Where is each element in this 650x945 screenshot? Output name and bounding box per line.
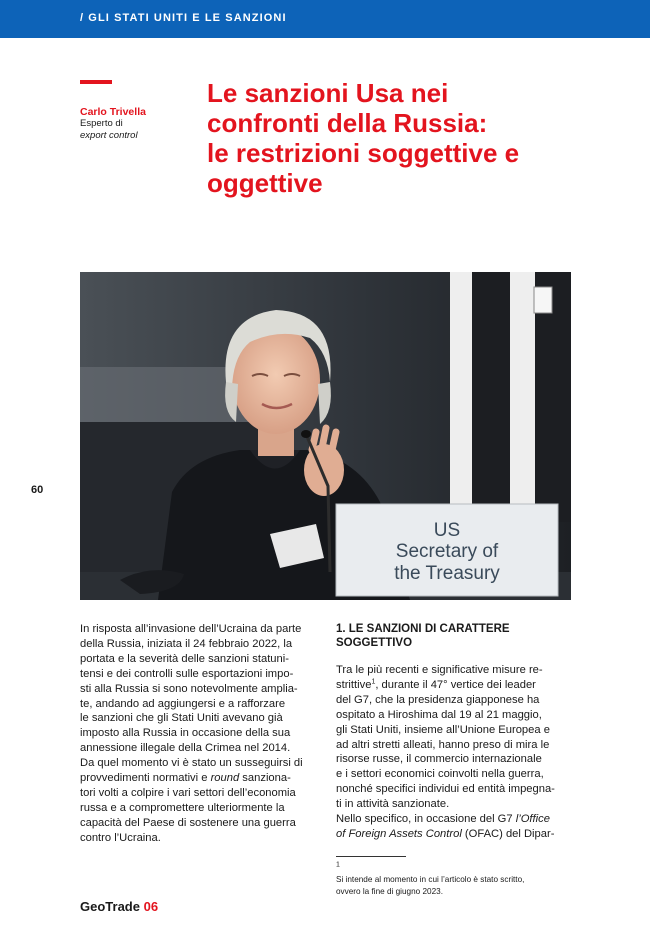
footnote-divider (336, 856, 406, 857)
body-line: sti alla Russia si sono notevolmente amplia- (80, 682, 298, 695)
body-line: contro l’Ucraina. (80, 831, 161, 844)
placard-line: the Treasury (394, 563, 500, 584)
title-line: Le sanzioni Usa nei (207, 78, 449, 108)
author-name: Carlo Trivella (80, 106, 146, 118)
body-line: russa e a compromettere ulteriormente la (80, 801, 285, 814)
body-line: Da quel momento vi è stato un susseguirsi di (80, 757, 303, 770)
article-photo (80, 272, 571, 600)
page-number: 60 (31, 484, 44, 496)
body-text-italic: round (210, 772, 240, 785)
body-line: capacità del Paese di sostenere una guerra (80, 816, 296, 829)
body-line: risorse russe, il commercio internazionale (336, 753, 542, 766)
body-text: provvedimenti normativi e (80, 772, 211, 785)
body-line: tori volti a colpire i vari settori dell’economia (80, 786, 296, 799)
title-line: confronti della Russia: (207, 108, 488, 138)
section-header-bar (0, 0, 650, 38)
footnote (336, 862, 524, 898)
body-line: del G7, che la presidenza giapponese ha (336, 693, 540, 706)
body-text: (OFAC) del Dipar- (461, 827, 555, 840)
placard-line: US (433, 520, 461, 541)
section-heading-line: SOGGETTIVO (336, 637, 413, 649)
badge-icon (534, 287, 552, 313)
body-line (336, 678, 576, 693)
footnote-line: ovvero la fine di giugno 2023. (336, 887, 443, 896)
body-line: le sanzioni che gli Stati Uniti avevano già (80, 712, 283, 725)
title-line: oggettive (207, 168, 323, 198)
body-right-column (336, 663, 576, 842)
body-text: , durante il 47° vertice dei leader (375, 678, 536, 691)
body-line (336, 812, 576, 827)
section-label: / GLI STATI UNITI E LE SANZIONI (80, 12, 287, 24)
body-line: nonché specifici individui ed entità impegna- (336, 783, 555, 796)
body-line: ti in attività sanzionate. (336, 798, 450, 811)
body-line: imposto alla Russia in occasione della sua (80, 727, 291, 740)
article-title (207, 78, 627, 198)
author-role (80, 118, 138, 142)
issue-number: 06 (143, 899, 159, 914)
title-line: le restrizioni soggettive e (207, 138, 520, 168)
section-heading-line: 1. LE SANZIONI DI CARATTERE (336, 623, 510, 635)
body-text: strittive (336, 678, 372, 691)
body-left-column (80, 622, 324, 846)
brand-name: GeoTrade (80, 899, 140, 914)
accent-rule (80, 80, 112, 84)
section-heading (336, 622, 510, 650)
footer-brand (80, 899, 158, 914)
background-jacket (472, 272, 510, 522)
body-line: ad altri stretti alleati, hanno preso di mira le (336, 738, 550, 751)
footnote-text: Si intende al momento in cui l’articolo è stato scritto, (336, 875, 525, 884)
body-line: tensi e dei controlli sulle esportazioni impo- (80, 667, 294, 680)
body-line: te, andando ad aggiungersi e a rafforzare (80, 697, 286, 710)
body-line: e i settori economici coinvolti nella guerra, (336, 768, 544, 781)
body-line (80, 771, 324, 786)
body-line: gli Stati Uniti, insieme all’Unione Europea e (336, 723, 550, 736)
author-role-line2: export control (80, 130, 138, 141)
body-text: Nello specifico, in occasione del G7 (336, 813, 516, 826)
body-line: annessione illegale della Crimea nel 2014. (80, 742, 291, 755)
footnote-line (336, 862, 524, 886)
body-line: della Russia, iniziata il 24 febbraio 2022, la (80, 637, 293, 650)
body-text-italic: l’Office (515, 813, 550, 826)
background-desk (80, 367, 250, 422)
footnote-marker: 1 (336, 861, 340, 869)
body-line: In risposta all’invasione dell’Ucraina da parte (80, 623, 302, 635)
placard-line: Secretary of (395, 541, 499, 562)
microphone-head (301, 430, 311, 438)
body-line: Tra le più recenti e significative misure re- (336, 664, 543, 676)
body-line: portata e la severità delle sanzioni statuni- (80, 652, 289, 665)
author-role-line1: Esperto di (80, 118, 123, 129)
body-text: sanziona- (239, 772, 291, 785)
body-line (336, 827, 576, 842)
name-placard (336, 504, 558, 596)
body-text-italic: of Foreign Assets Control (336, 827, 462, 840)
body-line: ospitato a Hiroshima dal 19 al 21 maggio, (336, 708, 542, 721)
footnote-ref[interactable]: 1 (371, 678, 376, 686)
photo-illustration (80, 272, 571, 600)
